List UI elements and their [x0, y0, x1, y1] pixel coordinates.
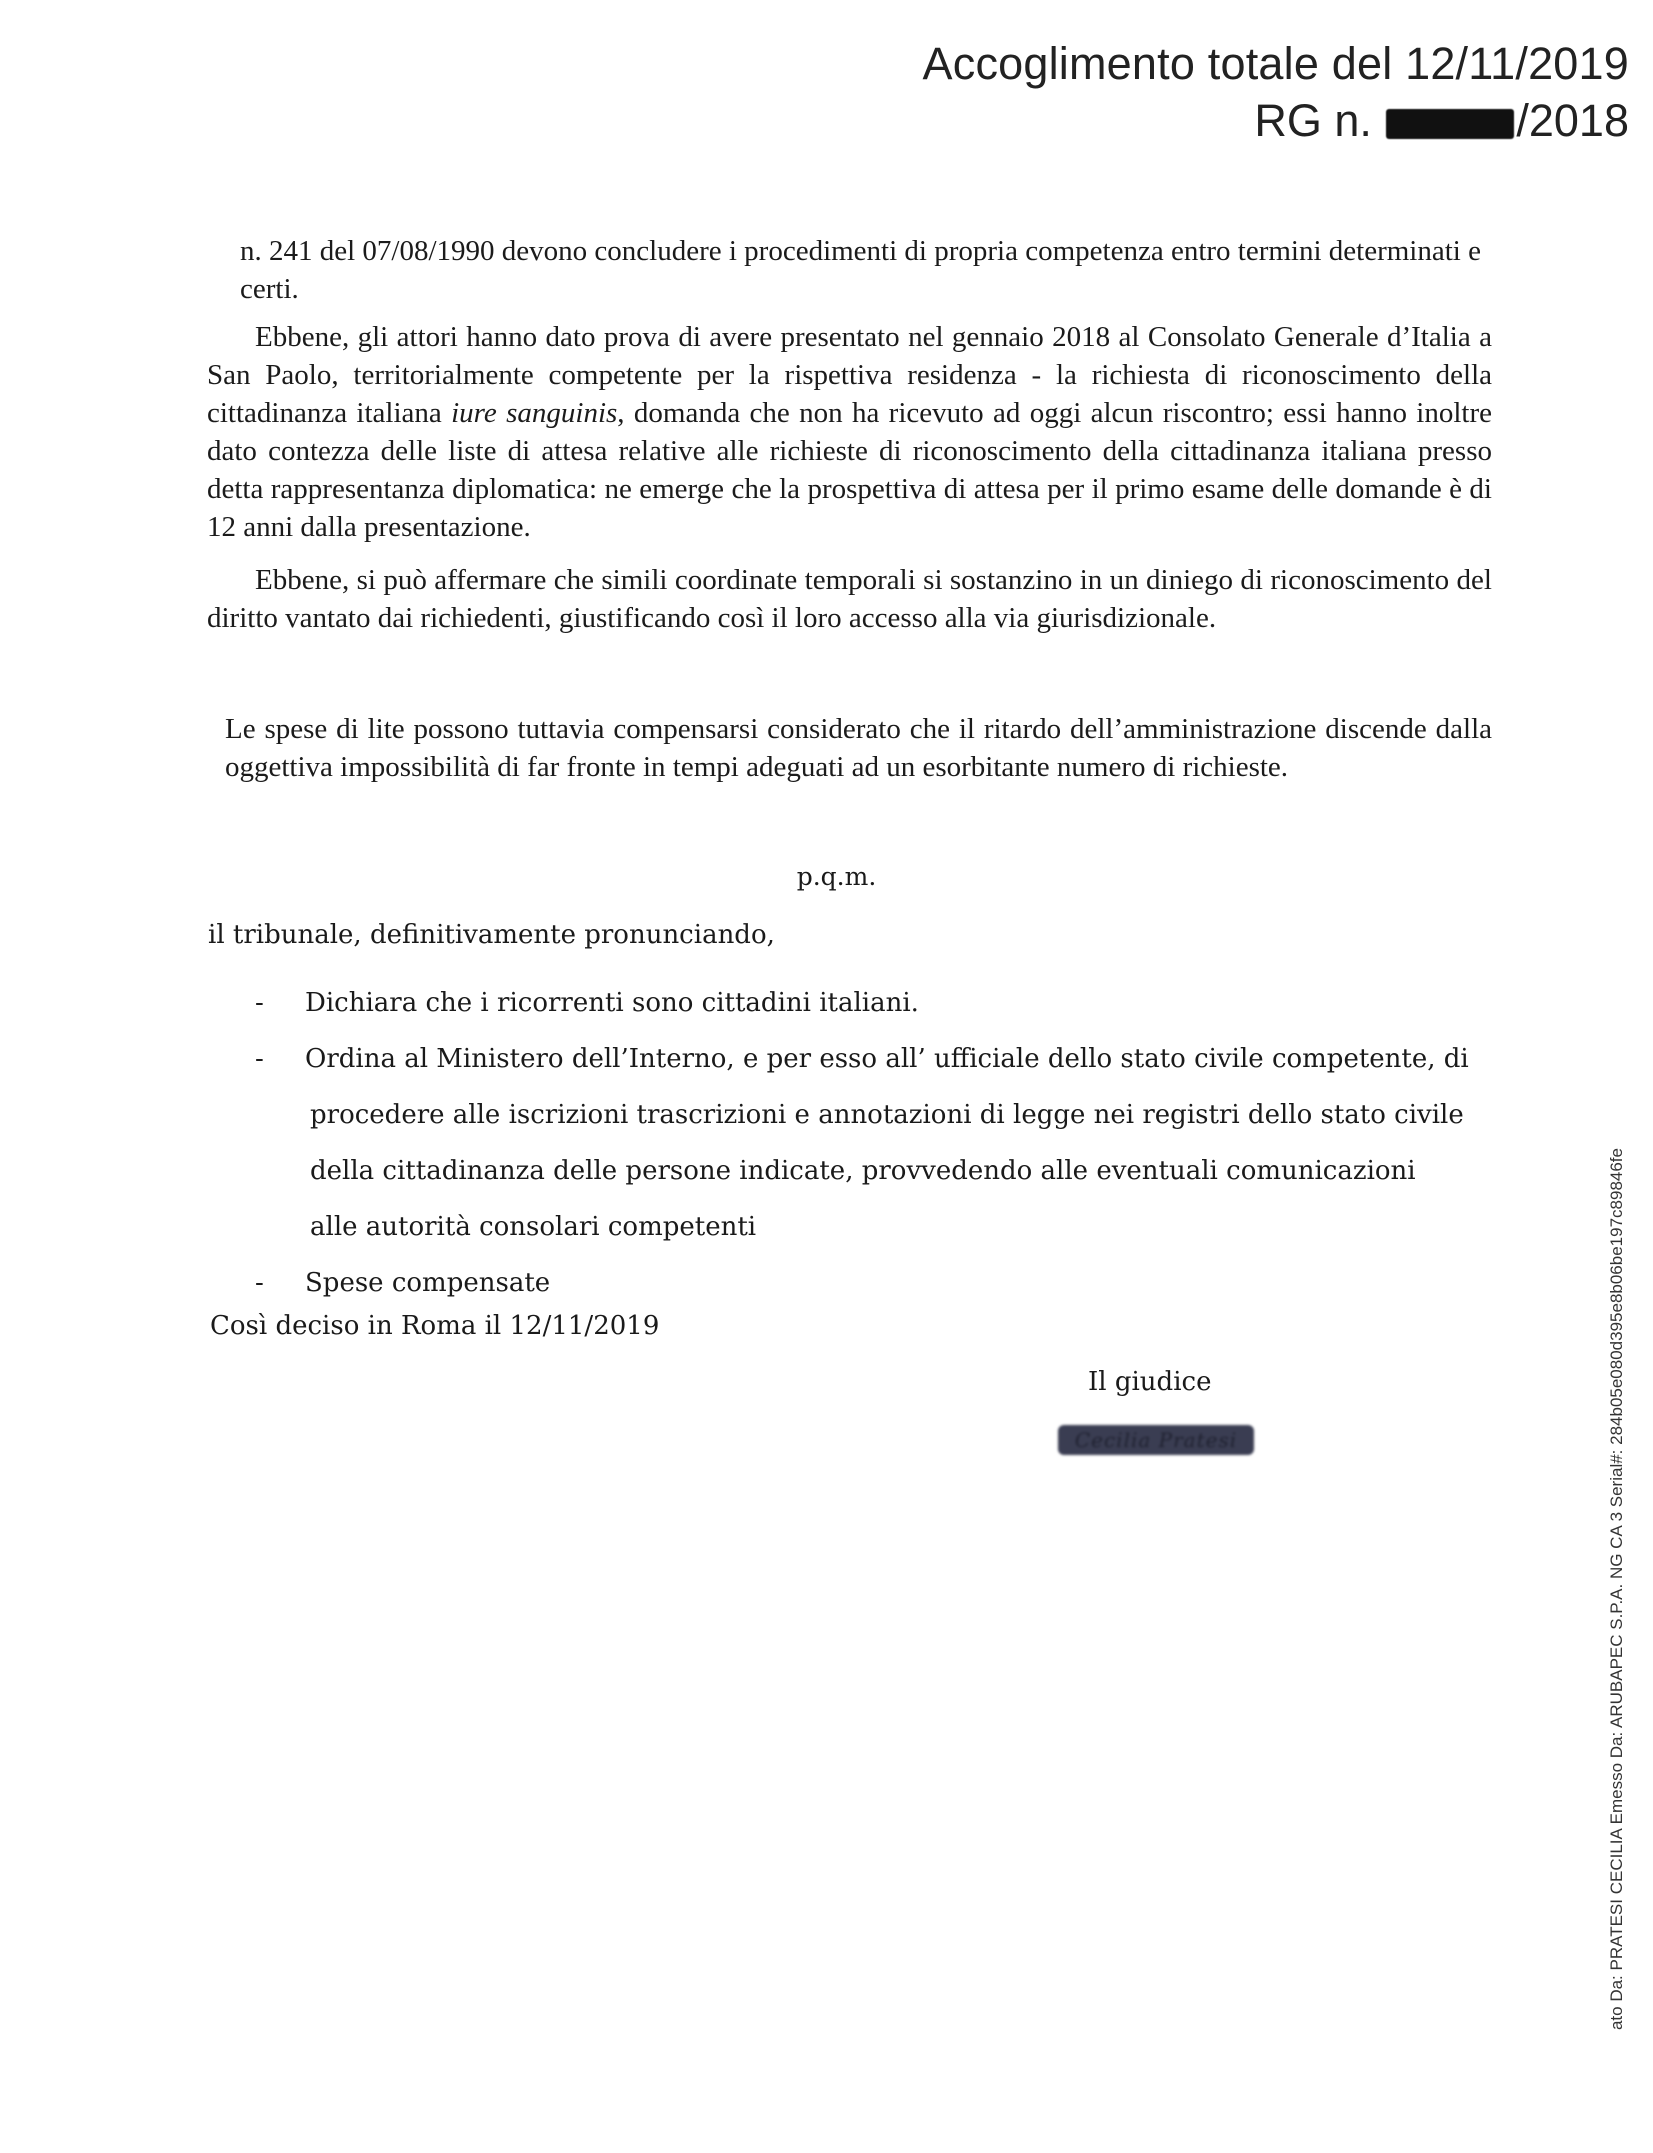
list-item-continuation: procedere alle iscrizioni trascrizioni e annotazioni di legge nei registri dello stato civile [310, 1100, 1464, 1130]
list-item-continuation: della cittadinanza delle persone indicate, provvedendo alle eventuali comunicazioni [310, 1156, 1416, 1186]
digital-signature-stamp: ato Da: PRATESI CECILIA Emesso Da: ARUBAPEC S.P.A. NG CA 3 Serial#: 284b05e080d395e8b06be197c89846fe [1607, 1148, 1626, 2031]
list-item [255, 975, 1515, 1031]
header-decision-line: Accoglimento totale del 12/11/2019 [922, 38, 1629, 89]
judge-signature: Cecilia Pratesi [1058, 1425, 1254, 1455]
list-dash: - [255, 988, 264, 1018]
paragraph-2-text-b: , domanda che non ha ricevuto ad oggi alcun riscontro; essi hanno inoltre dato contezza delle liste di attesa relative alle richieste di riconoscimento della cittadinanza italiana presso detta rappresentanza diplomatica: ne emerge che la prospettiva di attesa per il primo esame delle domande è di 12 anni dalla presentazione. [207, 397, 1493, 543]
paragraph-2-text-a: Ebbene, gli attori hanno dato prova di avere presentato nel gennaio 2018 al Consolato Generale d’Italia a San Paolo, territorialmente competente per la rispettiva residenza - la richiesta di riconoscimento della cittadinanza italiana [207, 321, 1492, 429]
ruling-list [255, 975, 1515, 1311]
header-rg-line [869, 92, 1629, 150]
list-item [255, 1031, 1515, 1255]
header-rg-suffix: /2018 [1516, 95, 1629, 146]
pqm-heading: p.q.m. [796, 862, 877, 891]
list-item-text: Dichiara che i ricorrenti sono cittadini italiani. [305, 988, 919, 1018]
decision-place-date: Così deciso in Roma il 12/11/2019 [210, 1311, 660, 1341]
paragraph-2-italic: iure sanguinis [451, 397, 618, 429]
list-item-text: Ordina al Ministero dell’Interno, e per esso all’ ufficiale dello stato civile competente, di [305, 1044, 1469, 1074]
paragraph-1: n. 241 del 07/08/1990 devono concludere i procedimenti di propria competenza entro termini determinati e certi. [240, 235, 1481, 305]
header-rg-prefix: RG n. [1254, 95, 1385, 146]
paragraph-3: Ebbene, si può affermare che simili coordinate temporali si sostanzino in un diniego di riconoscimento del diritto vantato dai richiedenti, giustificando così il loro accesso alla via giurisdizionale. [207, 564, 1492, 634]
list-item [255, 1255, 1515, 1311]
judge-label: Il giudice [1088, 1367, 1212, 1397]
list-dash: - [255, 1268, 264, 1298]
list-dash: - [255, 1044, 264, 1074]
tribunale-line: il tribunale, definitivamente pronunciando, [208, 920, 775, 950]
list-item-text: Spese compensate [305, 1268, 551, 1298]
page-header [869, 36, 1629, 150]
list-item-continuation: alle autorità consolari competenti [310, 1212, 757, 1242]
redaction-block [1386, 109, 1514, 139]
paragraph-2 [207, 318, 1492, 546]
paragraph-4: Le spese di lite possono tuttavia compensarsi considerato che il ritardo dell’amministrazione discende dalla oggettiva impossibilità di far fronte in tempi adeguati ad un esorbitante numero di richieste. [225, 713, 1492, 783]
